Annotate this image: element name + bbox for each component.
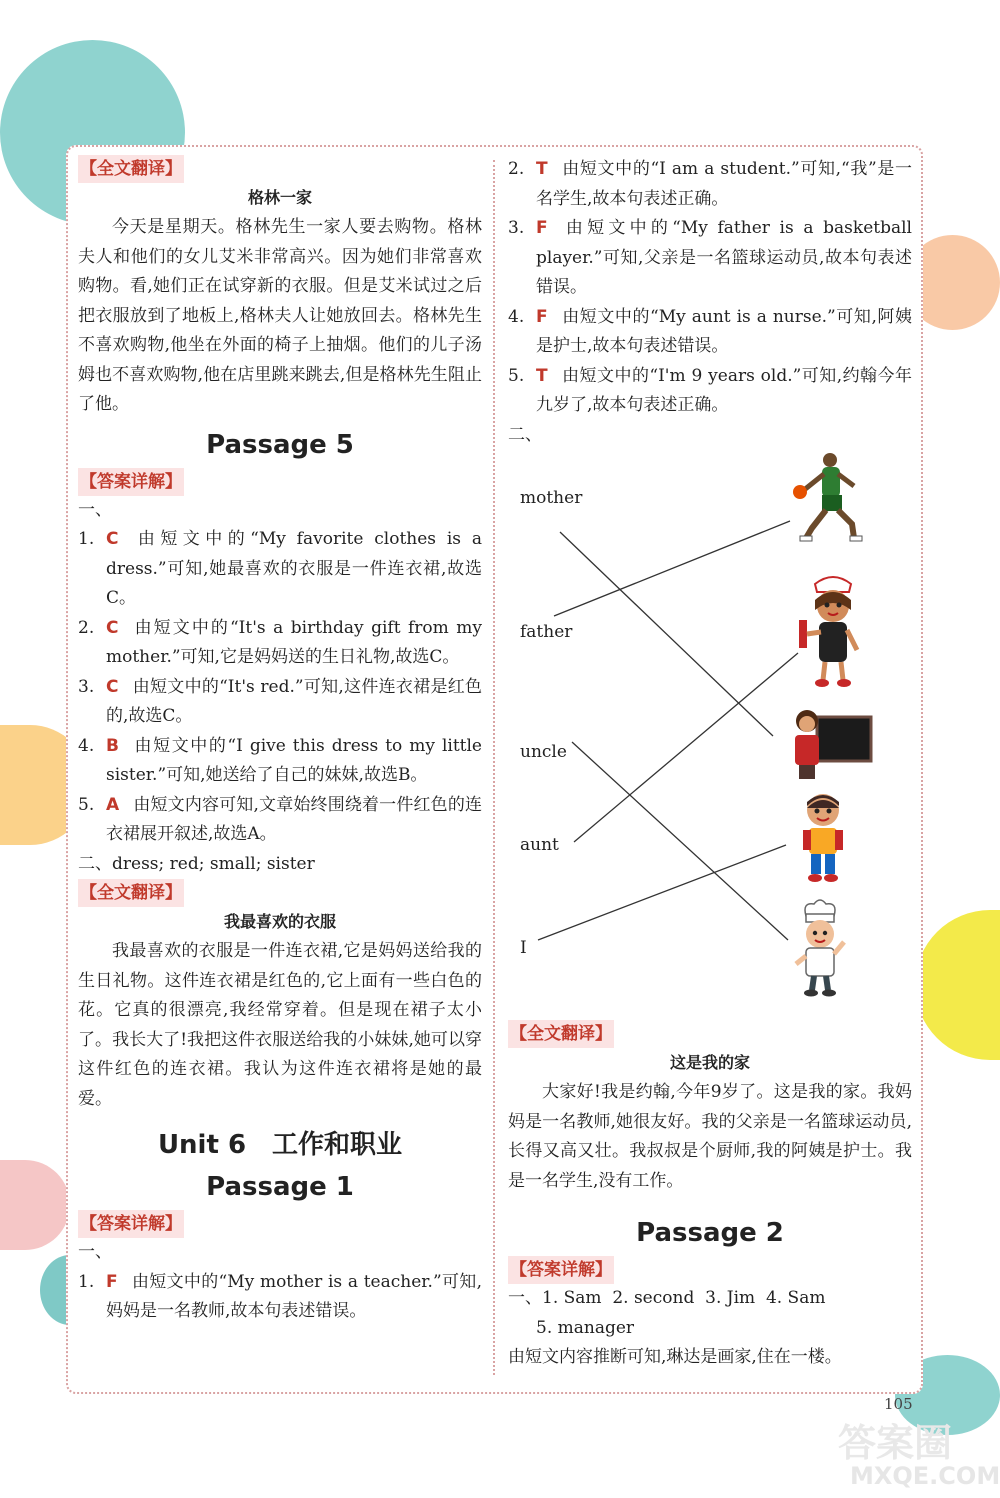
match-word-i: I <box>520 938 527 958</box>
answer-item: 2. C 由短文中的“It's a birthday gift from my mother.”可知,它是妈妈送的生日礼物,故选C。 <box>78 617 482 667</box>
translation-title: 我最喜欢的衣服 <box>223 912 336 931</box>
cook-icon <box>788 898 852 998</box>
match-word-father: father <box>520 622 573 642</box>
section-tag-translation: 【全文翻译】 <box>78 879 184 907</box>
section-tag-answers: 【答案详解】 <box>508 1256 614 1284</box>
match-word-aunt: aunt <box>520 835 559 855</box>
answer-line: 5. manager <box>536 1317 635 1338</box>
section-tag-translation: 【全文翻译】 <box>508 1020 614 1048</box>
match-line <box>538 845 786 940</box>
translation-title: 这是我的家 <box>669 1053 750 1072</box>
match-line <box>560 532 773 736</box>
unit-heading: Unit 6 工作和职业 <box>157 1130 403 1160</box>
answer-item: 1. F 由短文中的“My mother is a teacher.”可知,妈妈是一名教师,故本句表述错误。 <box>78 1271 482 1321</box>
fill-answers: 二、dress; red; small; sister <box>78 853 315 874</box>
watermark-logo: 答案圈 <box>838 1421 953 1465</box>
section-number: 一、 <box>78 1242 112 1262</box>
match-word-uncle: uncle <box>520 742 567 762</box>
section-tag-translation: 【全文翻译】 <box>78 155 184 183</box>
translation-paragraph: 今天是星期天。格林先生一家人要去购物。格林夫人和他们的女儿艾米非常高兴。因为她们非常喜欢购物。看,她们正在试穿新的衣服。但是艾米试过之后把衣服放到了地板上,格林夫人让她放回去。格林先生不喜欢购物,他坐在外面的椅子上抽烟。他们的儿子汤姆也不喜欢购物,他在店里跳来跳去,但是格林先生阻止了他。 <box>78 217 482 414</box>
match-line <box>574 653 798 842</box>
passage-heading: Passage 1 <box>206 1172 354 1202</box>
answer-item: 4. B 由短文中的“I give this dress to my little sister.”可知,她送给了自己的妹妹,故选B。 <box>78 735 482 785</box>
right-column <box>508 155 912 1373</box>
column-divider <box>493 160 495 1375</box>
answer-line: 由短文内容推断可知,琳达是画家,住在一楼。 <box>508 1347 842 1367</box>
answer-item: 3. F 由短文中的“My father is a basketball player.”可知,父亲是一名篮球运动员,故本句表述错误。 <box>508 218 912 297</box>
answer-item: 2. T 由短文中的“I am a student.”可知,“我”是一名学生,故本句表述正确。 <box>508 159 912 209</box>
deco-circle-pink <box>0 1160 70 1250</box>
translation-title: 格林一家 <box>247 188 312 207</box>
left-column <box>78 155 482 1327</box>
match-line <box>554 521 790 616</box>
answer-item: 4. F 由短文中的“My aunt is a nurse.”可知,阿姨是护士,故本句表述错误。 <box>508 306 912 356</box>
basketball-player-icon <box>788 450 870 545</box>
translation-paragraph: 大家好!我是约翰,今年9岁了。这是我的家。我妈妈是一名教师,她很友好。我的父亲是一名篮球运动员,长得又高又壮。我叔叔是个厨师,我的阿姨是护士。我是一名学生,没有工作。 <box>508 1082 912 1191</box>
teacher-icon <box>791 705 873 780</box>
translation-paragraph: 我最喜欢的衣服是一件连衣裙,它是妈妈送给我的生日礼物。这件连衣裙是红色的,它上面有一些白色的花。它真的很漂亮,我经常穿着。但是现在裙子太小了。我长大了!我把这件衣服送给我的小妹妹,她可以穿这件红色的连衣裙。我认为这件连衣裙将是她的最爱。 <box>78 941 482 1109</box>
section-number: 二、 <box>508 424 542 445</box>
answer-item: 1. C 由短文中的“My favorite clothes is a dress.”可知,她最喜欢的衣服是一件连衣裙,故选C。 <box>78 529 482 608</box>
match-line <box>572 742 788 940</box>
answer-item: 3. C 由短文中的“It's red.”可知,这件连衣裙是红色的,故选C。 <box>78 676 482 726</box>
section-tag-answers: 【答案详解】 <box>78 1210 184 1238</box>
answer-line: 一、1. Sam 2. second 3. Jim 4. Sam <box>508 1288 826 1308</box>
page-number: 105 <box>884 1395 913 1413</box>
section-tag-answers: 【答案详解】 <box>78 468 184 496</box>
passage-heading: Passage 5 <box>206 429 354 460</box>
passage-heading: Passage 2 <box>636 1218 784 1248</box>
matching-exercise <box>508 450 912 1020</box>
answer-item: 5. A 由短文内容可知,文章始终围绕着一件红色的连衣裙展开叙述,故选A。 <box>78 794 482 844</box>
student-icon <box>793 790 853 885</box>
nurse-icon <box>793 570 873 690</box>
section-number: 一、 <box>78 499 112 520</box>
deco-circle-yellow <box>915 910 1000 1060</box>
match-word-mother: mother <box>520 488 583 508</box>
answer-item: 5. T 由短文中的“I'm 9 years old.”可知,约翰今年九岁了,故本句表述正确。 <box>508 365 912 415</box>
watermark-url: MXQE.COM <box>850 1462 1000 1490</box>
